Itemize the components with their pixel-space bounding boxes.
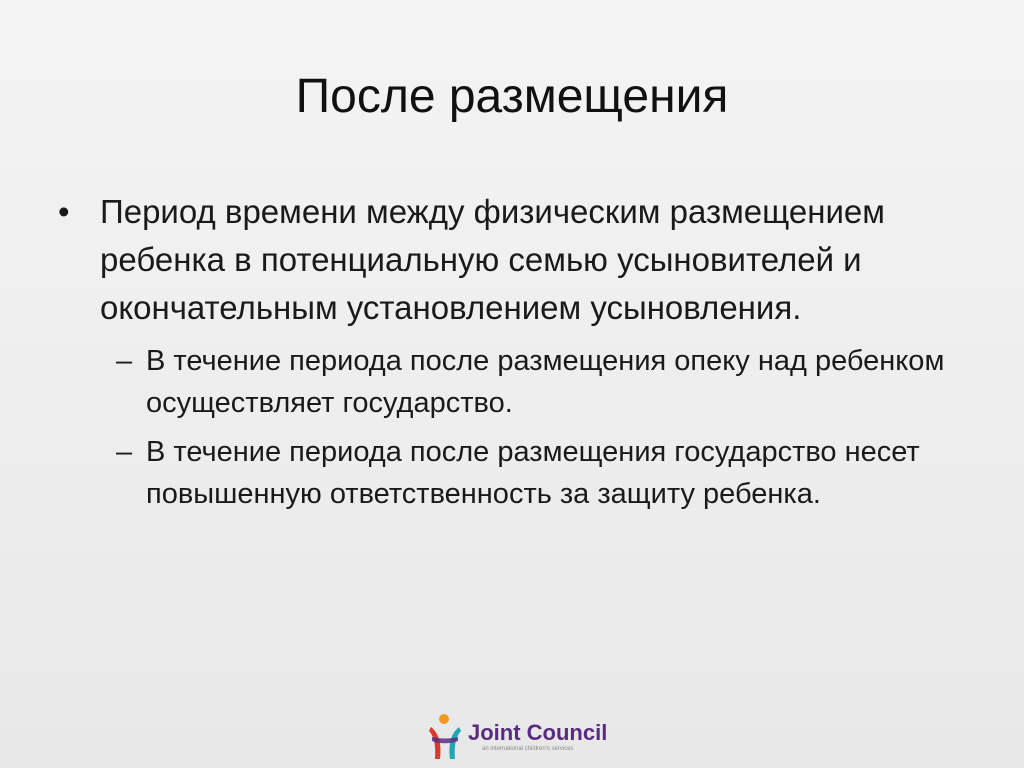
joint-council-logo (428, 712, 607, 762)
slide-title: После размещения (295, 70, 729, 123)
sub-bullet-text: В течение периода после размещения опеку над ребенком осуществляет государство. (146, 345, 945, 419)
logo-tagline: an international children's services (482, 745, 574, 752)
sub-bullet-text: В течение периода после размещения государство несет повышенную ответственность за защиту ребенка. (146, 436, 920, 510)
joint-council-logo-icon (428, 713, 462, 761)
logo-text (468, 719, 608, 753)
slide-content (58, 188, 958, 522)
sub-bullet-marker: – (116, 436, 133, 468)
bullet-marker: • (58, 193, 70, 230)
bullet-item (58, 188, 958, 332)
sub-bullet-item (116, 340, 958, 424)
logo-name: Joint Council (468, 719, 608, 745)
sub-bullet-marker: – (116, 345, 133, 377)
sub-bullet-item (116, 431, 958, 515)
bullet-text: Период времени между физическим размещением ребенка в потенциальную семью усыновителей и окончательным установлением усыновления. (100, 193, 885, 326)
